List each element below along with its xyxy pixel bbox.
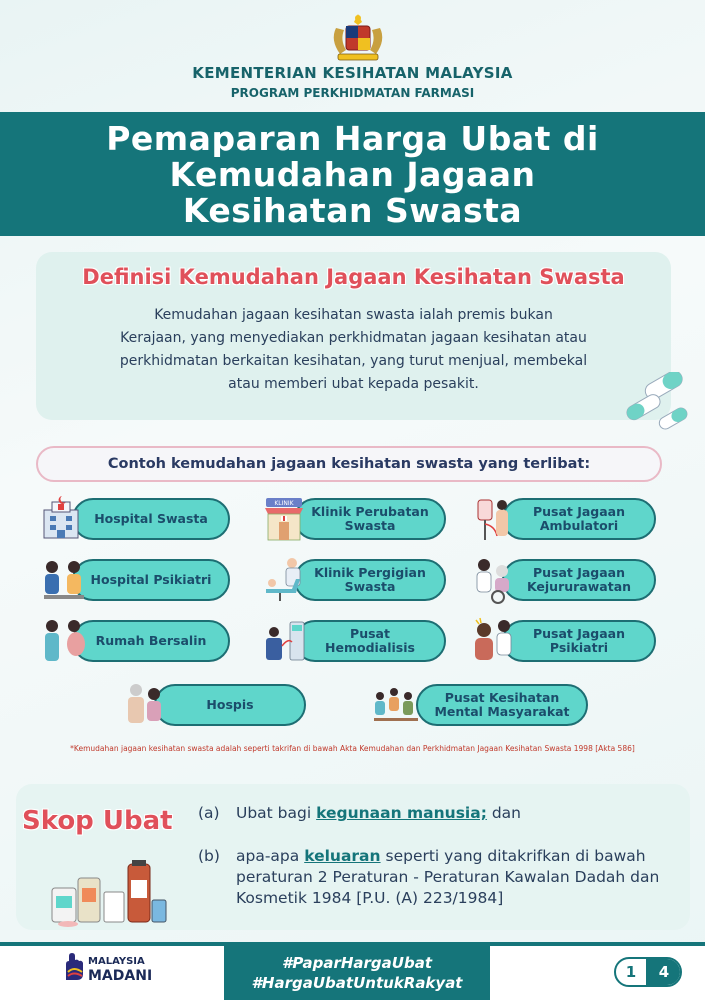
facility-label: Hospis bbox=[154, 684, 306, 726]
scope-item-label: (a) bbox=[198, 804, 220, 822]
psychiatric-care-icon bbox=[470, 616, 520, 666]
title-line-1: Pemaparan Harga Ubat di bbox=[106, 119, 599, 158]
definition-line: Kemudahan jagaan kesihatan swasta ialah premis bukan bbox=[154, 307, 553, 323]
facility-label: Pusat Hemodialisis bbox=[294, 620, 446, 662]
clinic-storefront-icon bbox=[262, 494, 312, 544]
logo-text-malaysia: MALAYSIA bbox=[88, 956, 145, 967]
facility-label: Klinik Perubatan Swasta bbox=[294, 498, 446, 540]
madani-hand-icon bbox=[62, 952, 86, 982]
hospice-care-icon bbox=[122, 680, 172, 730]
dialysis-machine-icon bbox=[262, 616, 312, 666]
title-line-3: Kesihatan Swasta bbox=[182, 191, 523, 230]
page-indicator bbox=[614, 957, 682, 987]
page-current[interactable]: 1 bbox=[625, 963, 637, 981]
counseling-session-icon bbox=[40, 555, 90, 605]
malaysia-coat-of-arms-icon bbox=[328, 12, 388, 64]
definition-text bbox=[56, 304, 651, 396]
medicine-bottles-icon bbox=[48, 858, 168, 928]
hashtag[interactable]: #HargaUbatUntukRakyat bbox=[251, 974, 463, 992]
program-name: PROGRAM PERKHIDMATAN FARMASI bbox=[230, 86, 475, 100]
facility-label: Rumah Bersalin bbox=[72, 620, 230, 662]
page-title bbox=[0, 112, 705, 229]
hospital-building-icon bbox=[40, 494, 90, 544]
nursing-care-icon bbox=[470, 555, 520, 605]
definition-line: Kerajaan, yang menyediakan perkhidmatan jagaan kesihatan atau bbox=[120, 330, 587, 346]
definition-card bbox=[36, 252, 671, 420]
facility-label: Hospital Psikiatri bbox=[72, 559, 230, 601]
examples-heading: Contoh kemudahan jagaan kesihatan swasta yang terlibat: bbox=[36, 446, 662, 482]
capsules-icon bbox=[622, 372, 692, 432]
hashtag-banner bbox=[224, 946, 490, 1000]
footnote: *Kemudahan jagaan kesihatan swasta adalah seperti takrifan di bawah Akta Kemudahan dan Perkhidmatan Jagaan Kesihatan Swasta 1998 [Akta 586] bbox=[70, 744, 635, 753]
iv-drip-icon bbox=[470, 494, 520, 544]
logo-text-madani: MADANI bbox=[88, 968, 153, 984]
scope-keyword: keluaran bbox=[304, 847, 381, 865]
scope-keyword: kegunaan manusia; bbox=[316, 804, 487, 822]
pregnant-woman-icon bbox=[40, 616, 90, 666]
scope-item-text: Ubat bagi kegunaan manusia; dan bbox=[236, 804, 521, 822]
title-line-2: Kemudahan Jagaan bbox=[169, 155, 536, 194]
page-total[interactable]: 4 bbox=[646, 959, 682, 985]
facility-label: Klinik Pergigian Swasta bbox=[294, 559, 446, 601]
facility-label: Pusat Kesihatan Mental Masyarakat bbox=[416, 684, 588, 726]
definition-line: atau memberi ubat kepada pesakit. bbox=[228, 376, 479, 392]
title-banner bbox=[0, 112, 705, 236]
scope-item-label: (b) bbox=[198, 847, 220, 865]
support-group-icon bbox=[370, 680, 430, 730]
hashtag[interactable]: #PaparHargaUbat bbox=[282, 954, 432, 972]
facility-label: Hospital Swasta bbox=[72, 498, 230, 540]
ministry-name: KEMENTERIAN KESIHATAN MALAYSIA bbox=[192, 64, 513, 82]
svg-text:KLINIK: KLINIK bbox=[274, 500, 294, 507]
definition-title: Definisi Kemudahan Jagaan Kesihatan Swasta bbox=[82, 265, 625, 289]
dental-chair-icon bbox=[262, 555, 312, 605]
facility-label: Pusat Jagaan Psikiatri bbox=[502, 620, 656, 662]
scope-item-text: apa-apa keluaran seperti yang ditakrifkan di bawah peraturan 2 Peraturan - Peraturan Kawalan Dadah dan Kosmetik 1984 [P.U. (A) 223/1984] bbox=[236, 847, 660, 907]
facility-label: Pusat Jagaan Kejururawatan bbox=[502, 559, 656, 601]
scope-title: Skop Ubat bbox=[22, 806, 173, 836]
definition-line: perkhidmatan berkaitan kesihatan, yang turut menjual, membekal bbox=[119, 353, 588, 369]
facility-label: Pusat Jagaan Ambulatori bbox=[502, 498, 656, 540]
